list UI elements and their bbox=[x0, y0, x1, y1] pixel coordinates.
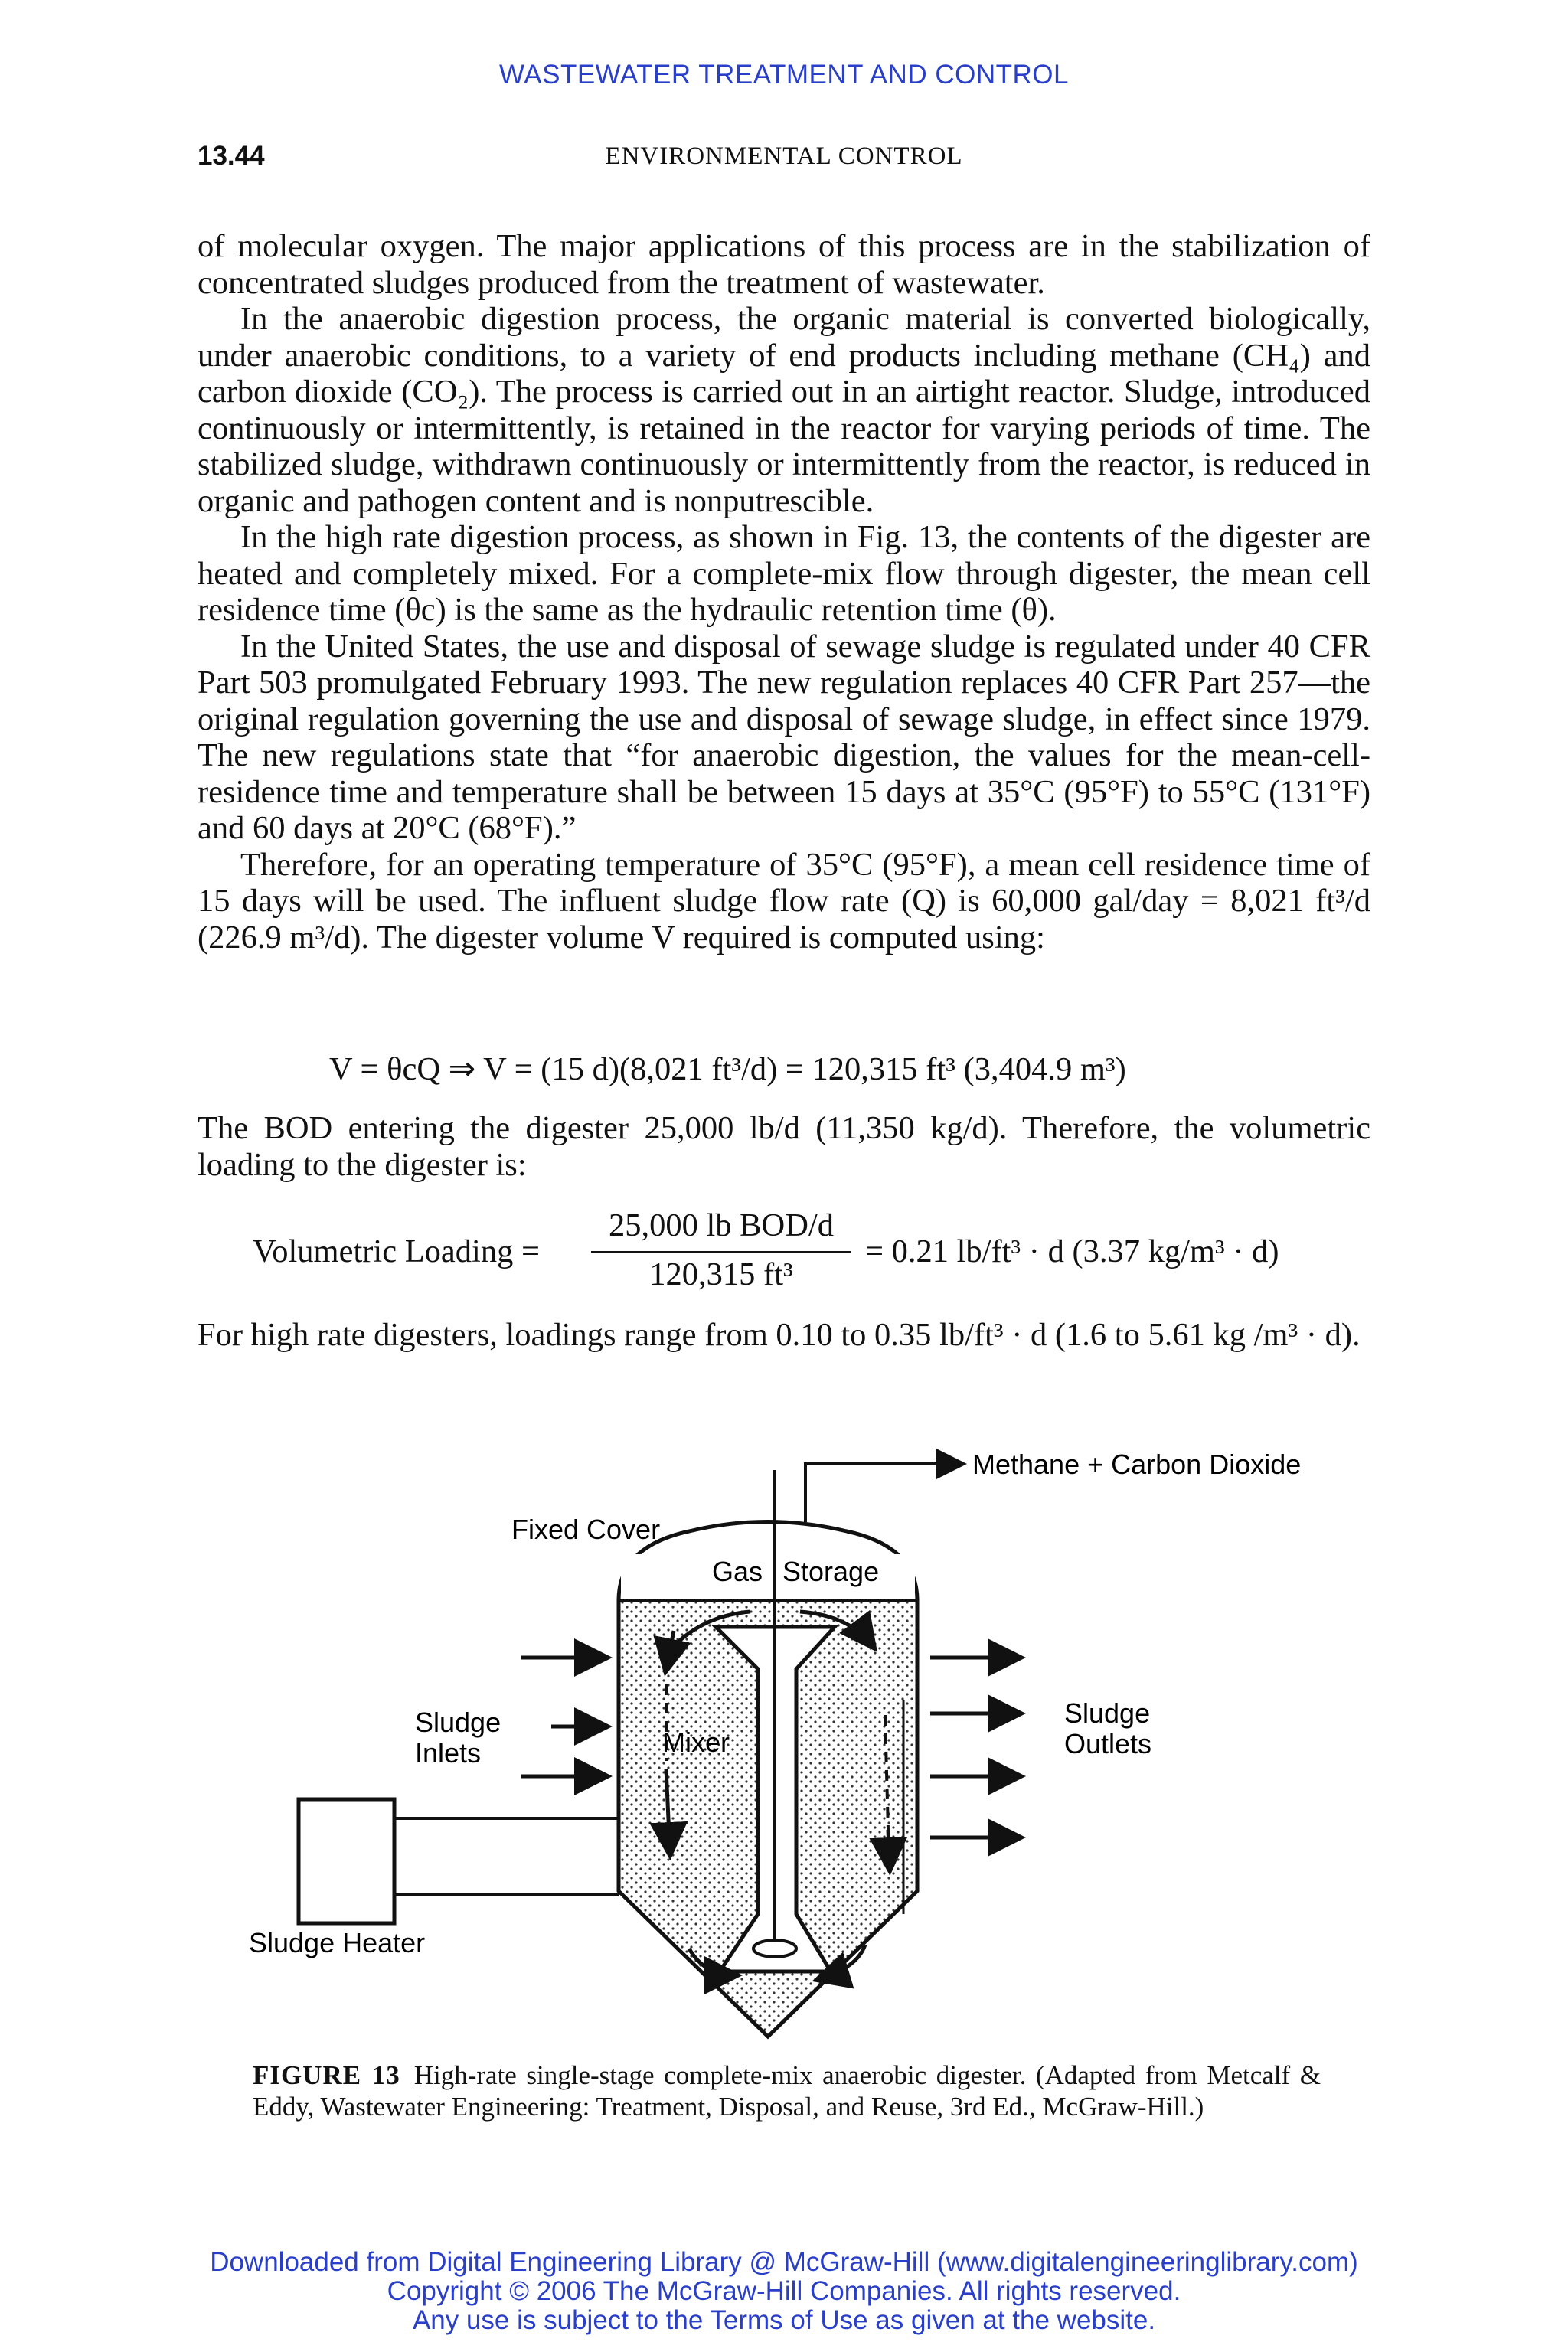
footer-line-2: Copyright © 2006 The McGraw-Hill Companies. All rights reserved. bbox=[387, 2276, 1181, 2306]
paragraph-4: In the United States, the use and disposal of sewage sludge is regulated under 40 CFR Part 503 promulgated February 1993. The new regulation replaces 40 CFR Part 257—the original regulation governing the use and disposal of sewage sludge, in effect since 1979. The new regulations state that “for anaerobic digestion, the values for the mean-cell-residence time and temperature shall be between 15 days at 35°C (95°F) to 55°C (131°F) and 60 days at 20°C (68°F).” bbox=[198, 628, 1370, 846]
paragraph-2: In the anaerobic digestion process, the organic material is converted biologically, under anaerobic conditions, to a variety of end products including methane (CH₄) and carbon dioxide (CO₂). The process is carried out in an airtight reactor. Sludge, introduced continuously or intermittently, is retained in the reactor for varying periods of time. The stabilized sludge, withdrawn continuously or intermittently from the reactor, is reduced in organic and pathogen content and is nonputrescible. bbox=[198, 301, 1370, 519]
label-mixer: Mixer bbox=[662, 1726, 730, 1758]
sludge-heater bbox=[299, 1799, 394, 1923]
equation-right: = 0.21 lb/ft³ · d (3.37 kg/m³ · d) bbox=[865, 1233, 1279, 1269]
paragraph-3: In the high rate digestion process, as shown in Fig. 13, the contents of the digester are heated and completely mixed. For a complete-mix flow through digester, the mean cell residence time (θc) is the same as the hydraulic retention time (θ). bbox=[198, 519, 1370, 628]
figure-caption bbox=[253, 2060, 1321, 2122]
label-heater: Sludge Heater bbox=[249, 1927, 426, 1958]
label-outlets-2: Outlets bbox=[1064, 1728, 1152, 1759]
digester-diagram bbox=[230, 1439, 1348, 2052]
page-number: 13.44 bbox=[198, 141, 265, 171]
label-inlets-2: Inlets bbox=[415, 1737, 482, 1769]
footer-line-3: Any use is subject to the Terms of Use as given at the website. bbox=[412, 2305, 1156, 2335]
label-storage: Storage bbox=[782, 1556, 880, 1587]
paragraph-6: The BOD entering the digester 25,000 lb/d (11,350 kg/d). Therefore, the volumetric loading to the digester is: bbox=[198, 1110, 1370, 1183]
equation-volumetric-loading bbox=[253, 1207, 1325, 1298]
fraction-numerator: 25,000 lb BOD/d bbox=[609, 1207, 834, 1243]
mixer-impeller bbox=[753, 1940, 796, 1957]
label-fixed-cover: Fixed Cover bbox=[511, 1514, 661, 1545]
body-text bbox=[198, 228, 1370, 956]
footer-line-1[interactable]: Downloaded from Digital Engineering Library @ McGraw-Hill (www.digitalengineeringlibrary.com) bbox=[210, 2247, 1358, 2277]
label-outlets-1: Sludge bbox=[1064, 1697, 1151, 1729]
equation-volume: V = θcQ ⇒ V = (15 d)(8,021 ft³/d) = 120,315 ft³ (3,404.9 m³) bbox=[329, 1051, 1126, 1087]
label-inlets-1: Sludge bbox=[415, 1707, 501, 1738]
paragraph-5: Therefore, for an operating temperature of 35°C (95°F), a mean cell residence time of 15 days will be used. The influent sludge flow rate (Q) is 60,000 gal/day = 8,021 ft³/d (226.9 m³/d). The digester volume V required is computed using: bbox=[198, 846, 1370, 956]
label-gas: Gas bbox=[712, 1556, 763, 1587]
paragraph-7: For high rate digesters, loadings range from 0.10 to 0.35 lb/ft³ · d (1.6 to 5.61 kg /m³ · d). bbox=[198, 1317, 1361, 1353]
running-head: ENVIRONMENTAL CONTROL bbox=[605, 142, 963, 170]
fraction-bar bbox=[591, 1251, 851, 1253]
fraction-denominator: 120,315 ft³ bbox=[649, 1256, 793, 1292]
paragraph-1: of molecular oxygen. The major applications of this process are in the stabilization of concentrated sludges produced from the treatment of wastewater. bbox=[198, 228, 1370, 301]
section-banner: WASTEWATER TREATMENT AND CONTROL bbox=[499, 60, 1069, 90]
caption-label: FIGURE 13 bbox=[253, 2060, 400, 2090]
label-gas-out: Methane + Carbon Dioxide bbox=[972, 1449, 1302, 1480]
equation-left: Volumetric Loading = bbox=[253, 1233, 540, 1269]
caption-text: High-rate single-stage complete-mix anaerobic digester. (Adapted from Metcalf & Eddy, Wastewater Engineering: Treatment, Disposal, and Reuse, 3rd Ed., McGraw-Hill.) bbox=[253, 2060, 1321, 2122]
